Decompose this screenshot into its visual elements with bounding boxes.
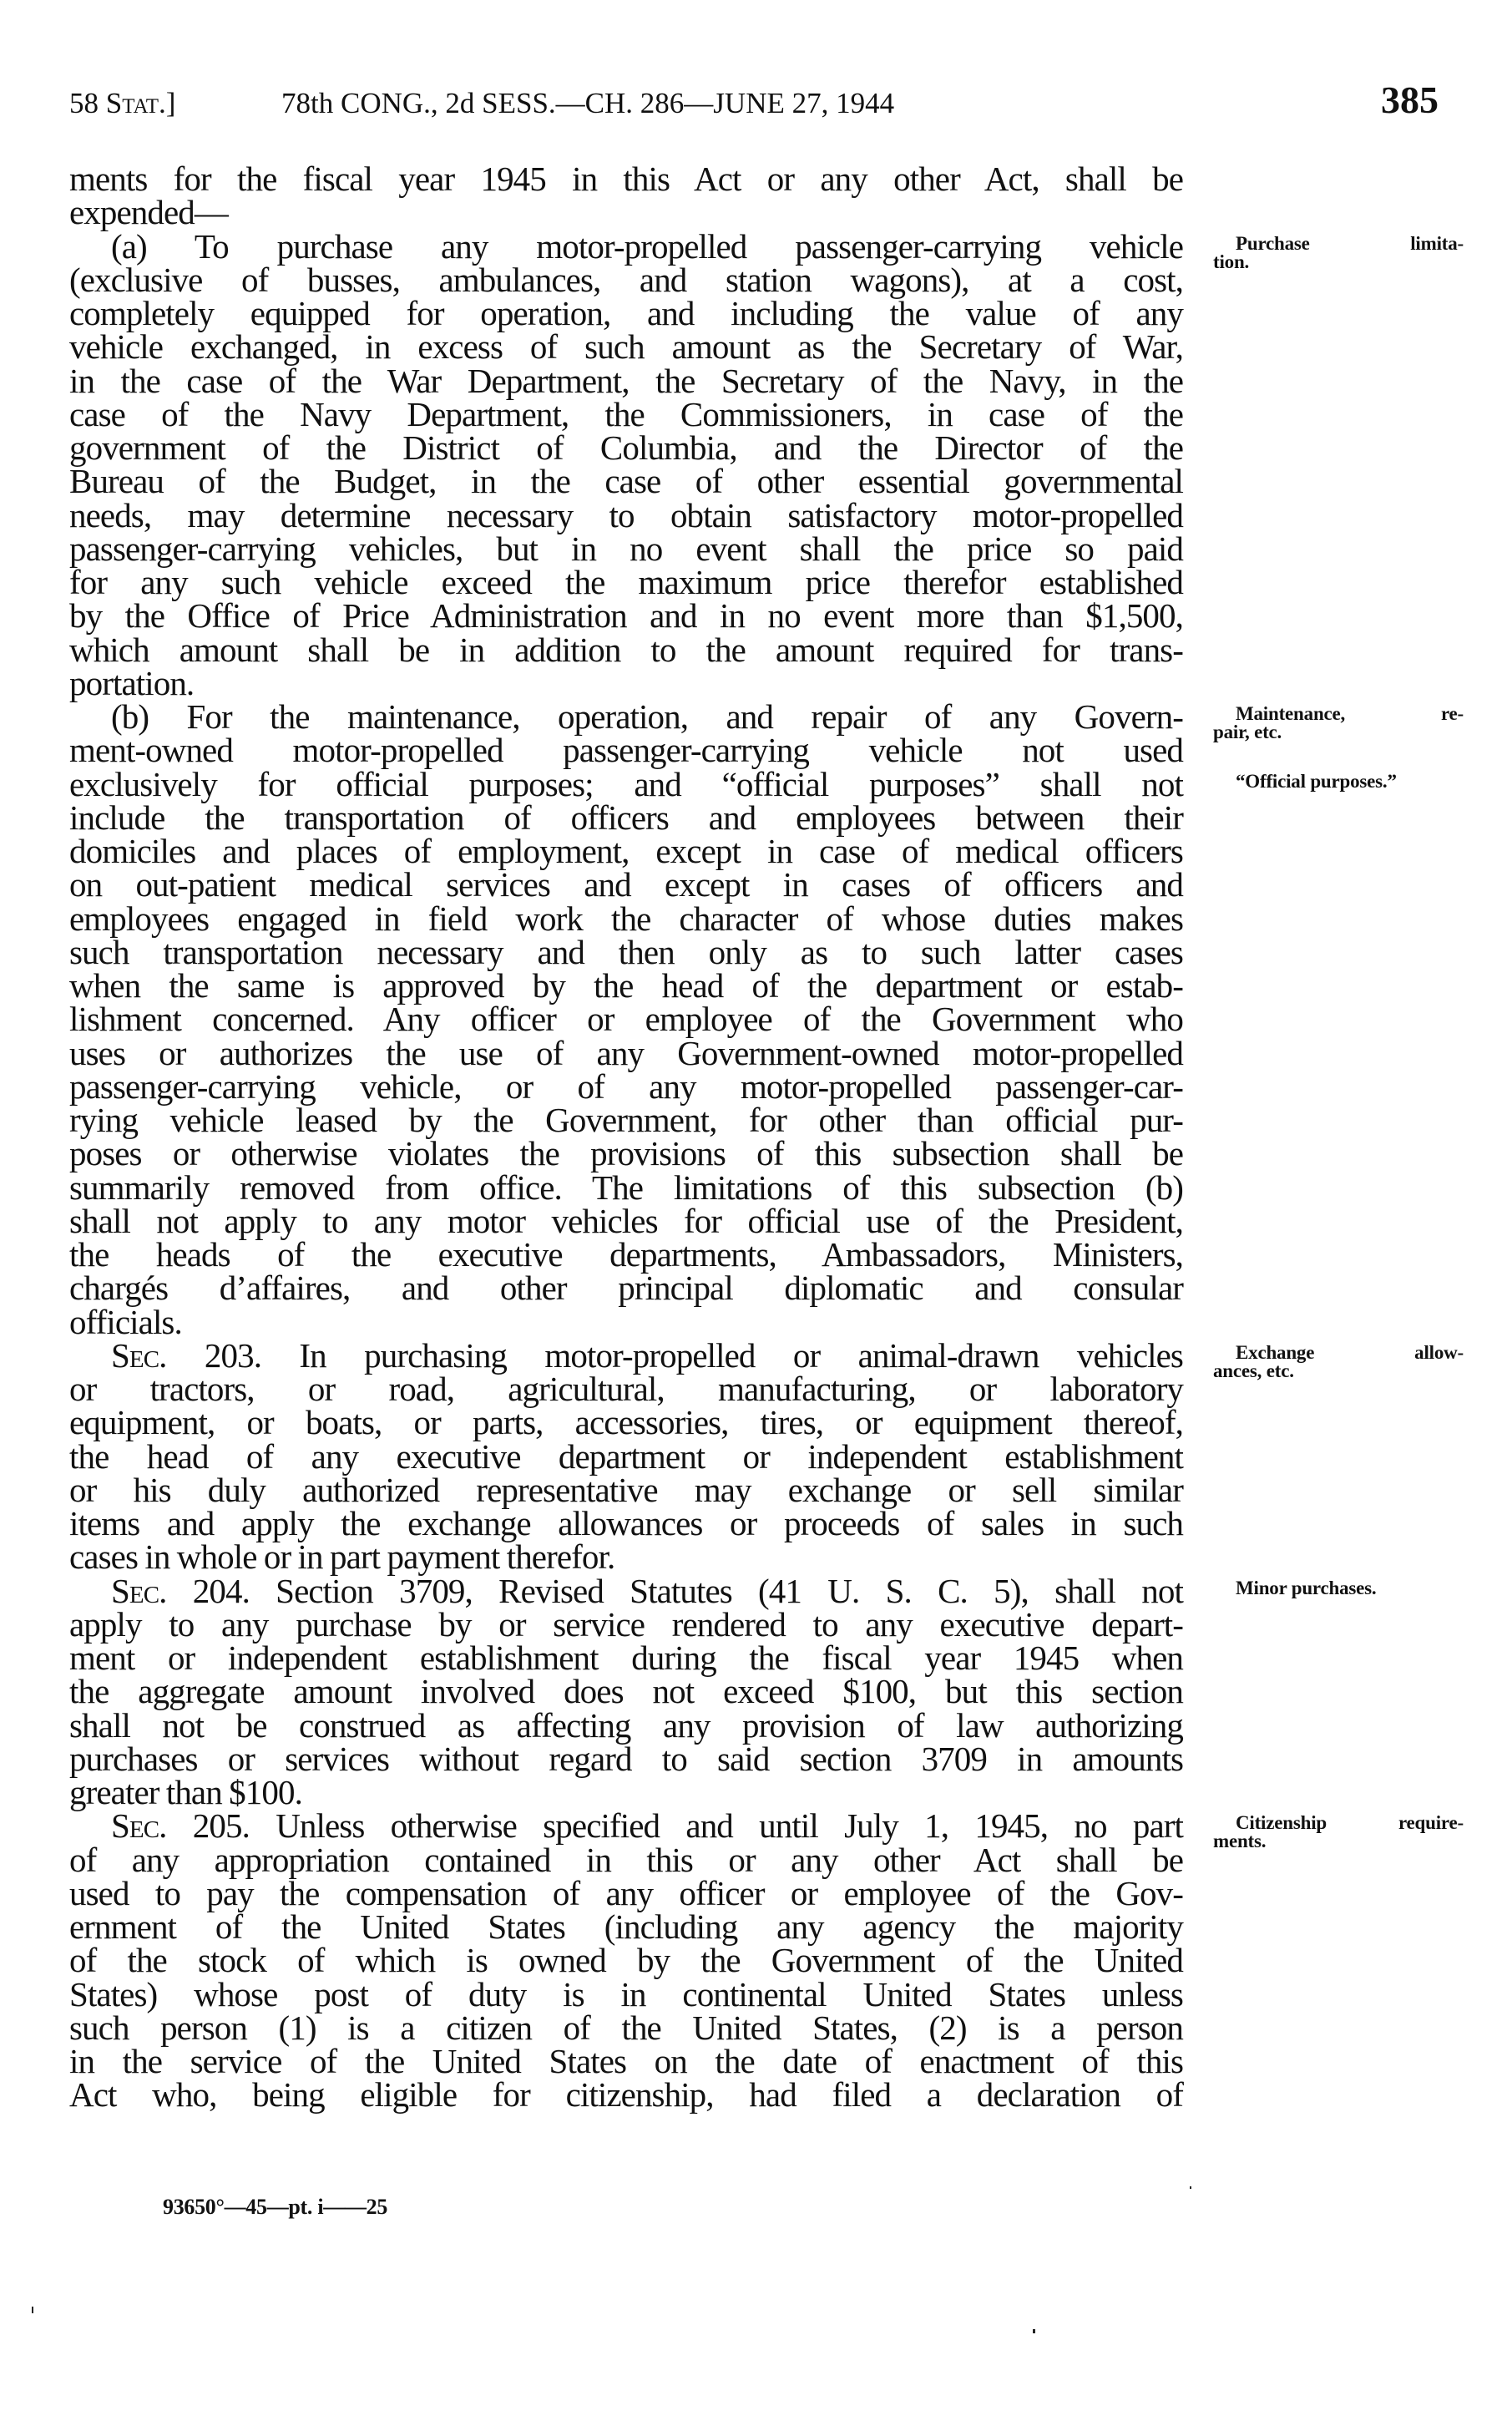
text-line: such transportation necessary and then only as to such latter cases xyxy=(69,932,1183,971)
text-line: case of the Navy Department, the Commissioners, in case of the xyxy=(69,394,1183,433)
text-line: apply to any purchase by or service rendered to any executive depart- xyxy=(69,1604,1183,1644)
text-line: Bureau of the Budget, in the case of other essential governmental xyxy=(69,462,1183,501)
text-line: Sec. 203. In purchasing motor-propelled or animal-drawn vehicles xyxy=(111,1335,1183,1375)
running-head xyxy=(69,79,1439,121)
text-line: (exclusive of busses, ambulances, and station wagons), at a cost, xyxy=(69,260,1183,299)
text-line: vehicle exchanged, in excess of such amount as the Secretary of War, xyxy=(69,327,1183,367)
scan-speck xyxy=(32,2307,33,2313)
margin-note xyxy=(1213,1579,1464,1598)
text-line: completely equipped for operation, and including the value of any xyxy=(69,294,1183,332)
text-line: when the same is approved by the head of the department or estab- xyxy=(69,966,1183,1005)
text-line: used to pay the compensation of any officer or employee of the Gov- xyxy=(69,1873,1183,1912)
text-line: ment-owned motor-propelled passenger-carrying vehicle not used xyxy=(69,731,1183,770)
section-label: Sec. xyxy=(111,1571,167,1610)
text-line: (a) To purchase any motor-propelled passenger-carrying vehicle xyxy=(111,226,1183,266)
text-line: such person (1) is a citizen of the United States, (2) is a person xyxy=(69,2008,1183,2047)
text-line: uses or authorizes the use of any Government-owned motor-propelled xyxy=(69,1033,1183,1072)
text-line: poses or otherwise violates the provisions of this subsection shall be xyxy=(69,1134,1183,1173)
text-line: rying vehicle leased by the Government, for other than official pur- xyxy=(69,1101,1183,1139)
text-line: Sec. 204. Section 3709, Revised Statutes (41 U. S. C. 5), shall not xyxy=(111,1571,1183,1610)
text-line: of the stock of which is owned by the Government of the United xyxy=(69,1941,1183,1980)
margin-note-continuation: ments. xyxy=(1213,1831,1267,1852)
text-line: of any appropriation contained in this or any other Act shall be xyxy=(69,1840,1183,1879)
text-line: government of the District of Columbia, and the Director of the xyxy=(69,428,1183,467)
text-line: the heads of the executive departments, Ambassadors, Ministers, xyxy=(69,1235,1183,1274)
text-line: the head of any executive department or independent establishment xyxy=(69,1436,1183,1476)
margin-note-heading: “Official purposes.” xyxy=(1236,770,1397,792)
text-line: in the service of the United States on the date of enactment of this xyxy=(69,2042,1183,2080)
text-line: ments for the fiscal year 1945 in this Act or any other Act, shall be xyxy=(69,160,1183,198)
text-line: Act who, being eligible for citizenship, had filed a declaration of xyxy=(69,2075,1183,2115)
text-line: shall not be construed as affecting any provision of law authorizing xyxy=(69,1705,1183,1745)
text-line: or his duly authorized representative may exchange or sell similar xyxy=(69,1470,1183,1509)
margin-note-heading: Maintenance, re- xyxy=(1236,703,1464,724)
text-line: Sec. 205. Unless otherwise specified and until July 1, 1945, no part xyxy=(111,1806,1183,1846)
margin-note xyxy=(1213,705,1464,742)
volume-citation: 58 Stat.] xyxy=(69,87,176,119)
margin-note-heading: Exchange allow- xyxy=(1236,1341,1464,1363)
margin-note xyxy=(1213,1341,1464,1381)
text-line: ernment of the United States (including any agency the majority xyxy=(69,1907,1183,1946)
text-line: (b) For the maintenance, operation, and repair of any Govern- xyxy=(111,697,1183,736)
text-line: or tractors, or road, agricultural, manufacturing, or laboratory xyxy=(69,1370,1183,1408)
text-line: ment or independent establishment during the fiscal year 1945 when xyxy=(69,1639,1183,1677)
text-line: exclusively for official purposes; and “official purposes” shall not xyxy=(69,764,1183,803)
text-line: by the Office of Price Administration and in no event more than $1,500, xyxy=(69,596,1183,636)
text-line: for any such vehicle exceed the maximum price therefor established xyxy=(69,563,1183,601)
text-line: the aggregate amount involved does not exceed $100, but this section xyxy=(69,1672,1183,1711)
text-line: shall not apply to any motor vehicles for official use of the President, xyxy=(69,1201,1183,1240)
section-label: Sec. xyxy=(111,1806,167,1846)
text-line: employees engaged in field work the character of whose duties makes xyxy=(69,899,1183,938)
text-line: passenger-carrying vehicle, or of any motor-propelled passenger-car- xyxy=(69,1066,1183,1106)
margin-note xyxy=(1213,1814,1464,1851)
text-line: needs, may determine necessary to obtain satisfactory motor-propelled xyxy=(69,495,1183,534)
text-line: portation. xyxy=(69,663,195,702)
text-line: include the transportation of officers and employees between their xyxy=(69,798,1183,837)
margin-note xyxy=(1213,772,1464,791)
margin-note-heading: Purchase limita- xyxy=(1236,232,1464,254)
text-line: chargés d’affaires, and other principal diplomatic and consular xyxy=(69,1269,1183,1308)
text-line: expended— xyxy=(69,193,228,232)
text-line: on out-patient medical services and except in cases of officers and xyxy=(69,865,1183,904)
text-line: States) whose post of duty is in continental United States unless xyxy=(69,1974,1183,2013)
text-line: lishment concerned. Any officer or employee of the Government who xyxy=(69,1000,1183,1039)
scan-speck xyxy=(1033,2329,1035,2333)
page-number: 385 xyxy=(1381,79,1439,121)
statute-body-text xyxy=(69,160,1183,2115)
margin-note xyxy=(1213,232,1464,272)
text-line: domiciles and places of employment, except in case of medical officers xyxy=(69,832,1183,870)
session-chapter-date: 78th CONG., 2d SESS.—CH. 286—JUNE 27, 1944 xyxy=(281,87,895,119)
scan-speck xyxy=(1190,2186,1191,2189)
text-line: which amount shall be in addition to the amount required for trans- xyxy=(69,630,1183,669)
text-line: equipment, or boats, or parts, accessories, tires, or equipment thereof, xyxy=(69,1403,1183,1442)
text-line: purchases or services without regard to said section 3709 in amounts xyxy=(69,1739,1183,1778)
margin-note-continuation: pair, etc. xyxy=(1213,722,1282,742)
margin-note-heading: Minor purchases. xyxy=(1236,1577,1377,1598)
margin-note-continuation: tion. xyxy=(1213,251,1250,272)
text-line: in the case of the War Department, the Secretary of the Navy, in the xyxy=(69,361,1183,400)
margin-note-continuation: ances, etc. xyxy=(1213,1360,1294,1381)
margin-note-heading: Citizenship require- xyxy=(1236,1812,1464,1834)
text-line: summarily removed from office. The limitations of this subsection (b) xyxy=(69,1167,1183,1207)
text-line: officials. xyxy=(69,1302,182,1341)
text-line: passenger-carrying vehicles, but in no event shall the price so paid xyxy=(69,529,1183,568)
section-label: Sec. xyxy=(111,1335,167,1375)
text-line: cases in whole or in part payment therefor. xyxy=(69,1537,615,1577)
printer-signature-line: 93650°—45—pt. i——25 xyxy=(163,2195,388,2219)
text-line: items and apply the exchange allowances or proceeds of sales in such xyxy=(69,1504,1183,1542)
text-line: greater than $100. xyxy=(69,1773,302,1811)
